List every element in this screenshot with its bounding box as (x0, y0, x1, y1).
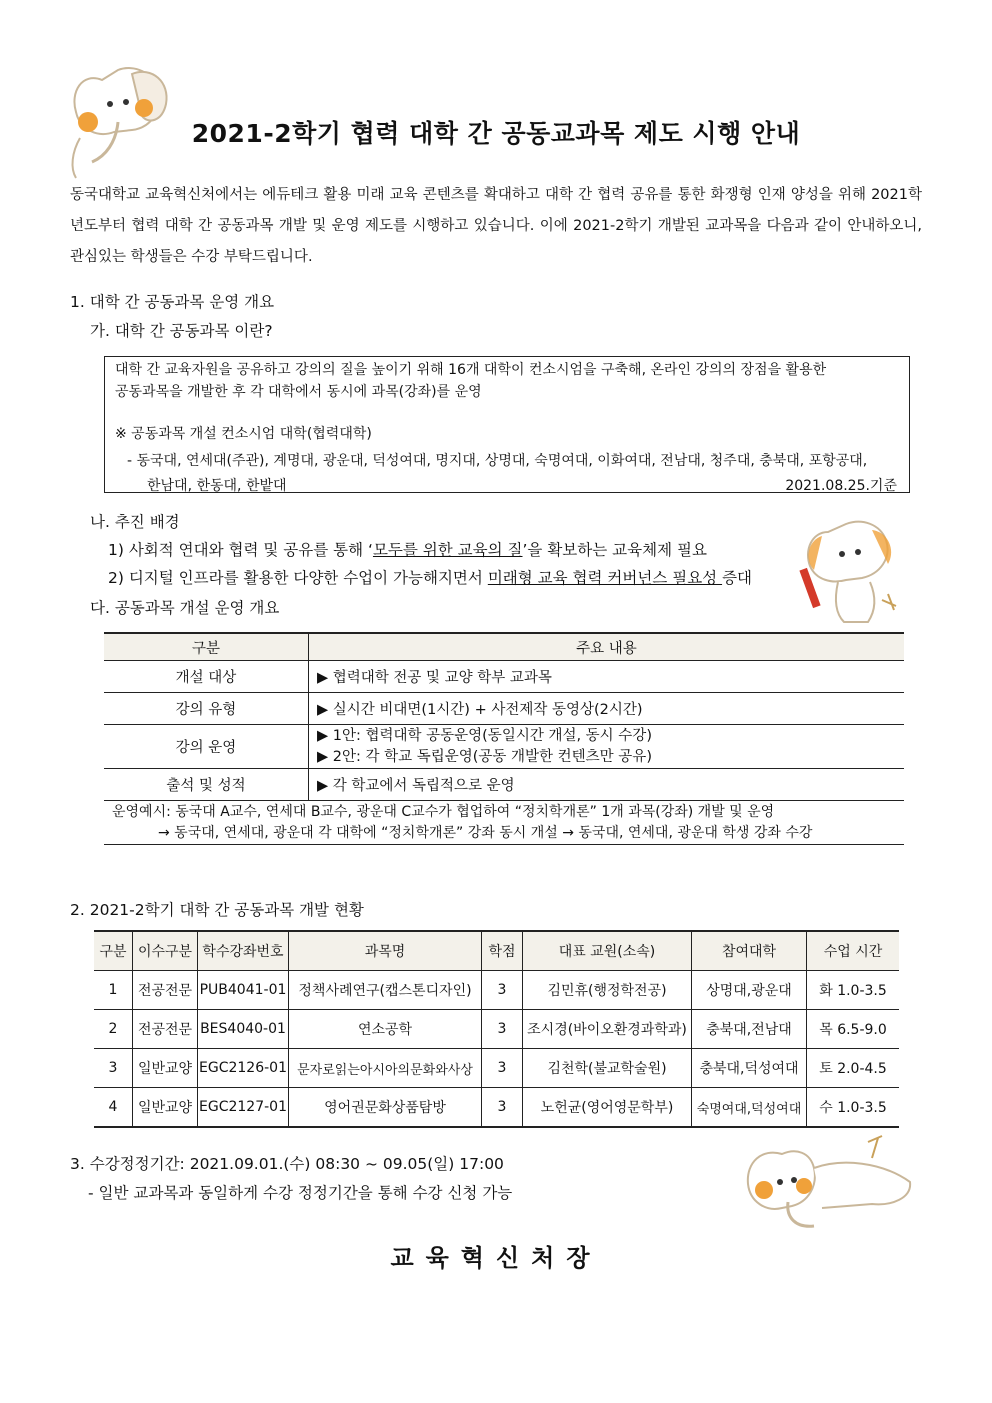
box-list1: - 동국대, 연세대(주관), 계명대, 광운대, 덕성여대, 명지대, 상명대, 숙명여대, 이화여대, 전남대, 청주대, 충북대, 포항공대, (127, 453, 868, 469)
box-date: 2021.08.25.기준 (785, 478, 897, 494)
table-row: 1 전공전문 PUB4041-01 정책사례연구(캡스톤디자인) 3 김민휴(행정학전공) 상명대,광운대 화 1.0-3.5 (94, 971, 899, 1010)
elephant-mascot-pencil-icon (798, 510, 902, 630)
table-row: 강의 운영 ▶ 1안: 협력대학 공동운영(동일시간 개설, 동시 수강) ▶ 2안: 각 학교 독립운영(공동 개발한 컨텐츠만 공유) (104, 725, 904, 769)
underline-quality: 모두를 위한 교육의 질 (372, 541, 523, 559)
section1-da: 다. 공동과목 개설 운영 개요 (90, 599, 280, 617)
example-row (104, 801, 904, 845)
box-line2: 공동과목을 개발한 후 각 대학에서 동시에 과목(강좌)를 운영 (115, 384, 482, 400)
table-row: 2 전공전문 BES4040-01 연소공학 3 조시경(바이오환경과학과) 충북대,전남대 목 6.5-9.0 (94, 1010, 899, 1049)
table-header-content: 주요 내용 (309, 633, 905, 661)
box-note: ※ 공동과목 개설 컨소시엄 대학(협력대학) (115, 426, 372, 442)
section2-heading: 2. 2021-2학기 대학 간 공동과목 개발 현황 (70, 901, 364, 919)
operation-overview-table (104, 632, 904, 845)
course-table-header: 구분 이수구분 학수강좌번호 과목명 학점 대표 교원(소속) 참여대학 수업 시간 (94, 931, 899, 971)
definition-box (104, 356, 910, 493)
table-row: 4 일반교양 EGC2127-01 영어권문화상품탐방 3 노헌균(영어영문학부) 숙명여대,덕성여대 수 1.0-3.5 (94, 1088, 899, 1128)
table-row: 3 일반교양 EGC2126-01 문자로읽는아시아의문화와사상 3 김천학(불교학술원) 충북대,덕성여대 토 2.0-4.5 (94, 1049, 899, 1088)
section3-heading: 3. 수강정정기간: 2021.09.01.(수) 08:30 ~ 09.05(일) 17:00 (70, 1155, 504, 1173)
table-row: 강의 유형 ▶ 실시간 비대면(1시간) + 사전제작 동영상(2시간) (104, 693, 904, 725)
elephant-mascot-lying-icon (722, 1128, 918, 1236)
signature: 교육혁신처장 (390, 1244, 602, 1272)
table-row: 개설 대상 ▶ 협력대학 전공 및 교양 학부 교과목 (104, 661, 904, 693)
intro-paragraph: 동국대학교 교육혁신처에서는 에듀테크 활용 미래 교육 콘텐츠를 확대하고 대학 간 협력 공유를 통한 화쟁형 인재 양성을 위해 2021학년도부터 협력 대학 간 공동과목 개발 및 운영 제도를 시행하고 있습니다. 이에 2021-2학기 개발된 교과목을 다음과 같이 안내하오니, 관심있는 학생들은 수강 부탁드립니다. (70, 187, 922, 265)
background-item-2: 2) 디지털 인프라를 활용한 다양한 수업이 가능해지면서 미래형 교육 협력 커버넌스 필요성 증대 (108, 569, 753, 587)
underline-governance: 미래형 교육 협력 커버넌스 필요성 (487, 569, 723, 587)
table-header-category: 구분 (104, 633, 309, 661)
box-line1: 대학 간 교육자원을 공유하고 강의의 질을 높이기 위해 16개 대학이 컨소시엄을 구축해, 온라인 강의의 장점을 활용한 (115, 362, 827, 378)
course-table (94, 930, 899, 1128)
section3-note: - 일반 교과목과 동일하게 수강 정정기간을 통해 수강 신청 가능 (88, 1184, 513, 1202)
box-list2: 한남대, 한동대, 한밭대 (147, 478, 287, 494)
page-title: 2021-2학기 협력 대학 간 공동교과목 제도 시행 안내 (191, 119, 801, 148)
section1-heading: 1. 대학 간 공동과목 운영 개요 (70, 293, 275, 311)
table-row: 출석 및 성적 ▶ 각 학교에서 독립적으로 운영 (104, 769, 904, 801)
section1-na: 나. 추진 배경 (90, 513, 180, 531)
example-line1: 운영예시: 동국대 A교수, 연세대 B교수, 광운대 C교수가 협업하여 “정치학개론” 1개 과목(강좌) 개발 및 운영 (112, 803, 775, 820)
example-line2: → 동국대, 연세대, 광운대 각 대학에 “정치학개론” 강좌 동시 개설 → 동국대, 연세대, 광운대 학생 강좌 수강 (158, 824, 813, 841)
section1-ga: 가. 대학 간 공동과목 이란? (90, 322, 273, 340)
background-item-1: 1) 사회적 연대와 협력 및 공유를 통해 ‘모두를 위한 교육의 질’을 확보하는 교육체제 필요 (108, 541, 707, 559)
